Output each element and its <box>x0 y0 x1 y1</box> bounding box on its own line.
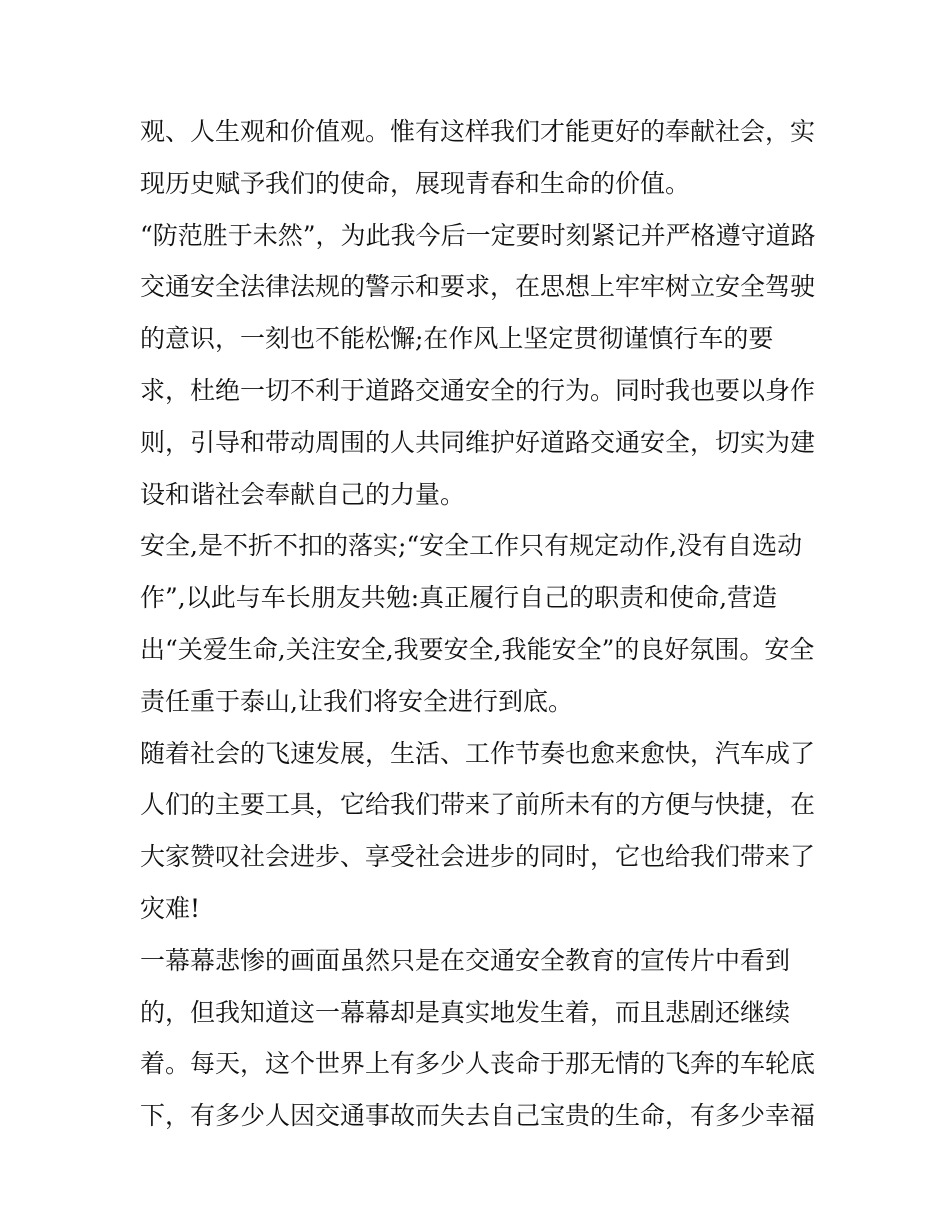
text-line: 人们的主要工具，它给我们带来了前所未有的方便与快捷，在 <box>140 790 816 820</box>
text-line: 现历史赋予我们的使命，展现青春和生命的价值。 <box>140 168 691 198</box>
text-line: 责任重于泰山,让我们将安全进行到底。 <box>140 686 573 716</box>
text-line: 着。每天，这个世界上有多少人丧命于那无情的飞奔的车轮底 <box>140 1049 816 1079</box>
text-line: 大家赞叹社会进步、享受社会进步的同时，它也给我们带来了 <box>140 842 816 872</box>
body-text <box>140 106 820 1142</box>
text-line: 交通安全法律法规的警示和要求，在思想上牢牢树立安全驾驶 <box>140 272 816 302</box>
text-line: 设和谐社会奉献自己的力量。 <box>140 479 466 509</box>
text-line: 灾难! <box>140 893 201 923</box>
text-line: 一幕幕悲惨的画面虽然只是在交通安全教育的宣传片中看到 <box>140 945 791 975</box>
text-line: 的，但我知道这一幕幕却是真实地发生着，而且悲剧还继续 <box>140 997 791 1027</box>
text-line: 随着社会的飞速发展，生活、工作节奏也愈来愈快，汽车成了 <box>140 738 816 768</box>
text-line: 出“关爱生命,关注安全,我要安全,我能安全”的良好氛围。安全 <box>140 634 815 664</box>
text-line: 安全,是不折不扣的落实;“安全工作只有规定动作,没有自选动 <box>140 531 803 561</box>
text-line: 作”,以此与车长朋友共勉:真正履行自己的职责和使命,营造 <box>140 583 778 613</box>
text-line: 求，杜绝一切不利于道路交通安全的行为。同时我也要以身作 <box>140 375 816 405</box>
text-line: 则，引导和带动周围的人共同维护好道路交通安全，切实为建 <box>140 427 816 457</box>
text-line: 观、人生观和价值观。惟有这样我们才能更好的奉献社会，实 <box>140 117 816 146</box>
text-line: 下，有多少人因交通事故而失去自己宝贵的生命，有多少幸福 <box>140 1101 816 1131</box>
text-line: 的意识，一刻也不能松懈;在作风上坚定贯彻谨慎行车的要 <box>140 324 774 354</box>
text-line: “防范胜于未然”，为此我今后一定要时刻紧记并严格遵守道路 <box>140 220 816 250</box>
